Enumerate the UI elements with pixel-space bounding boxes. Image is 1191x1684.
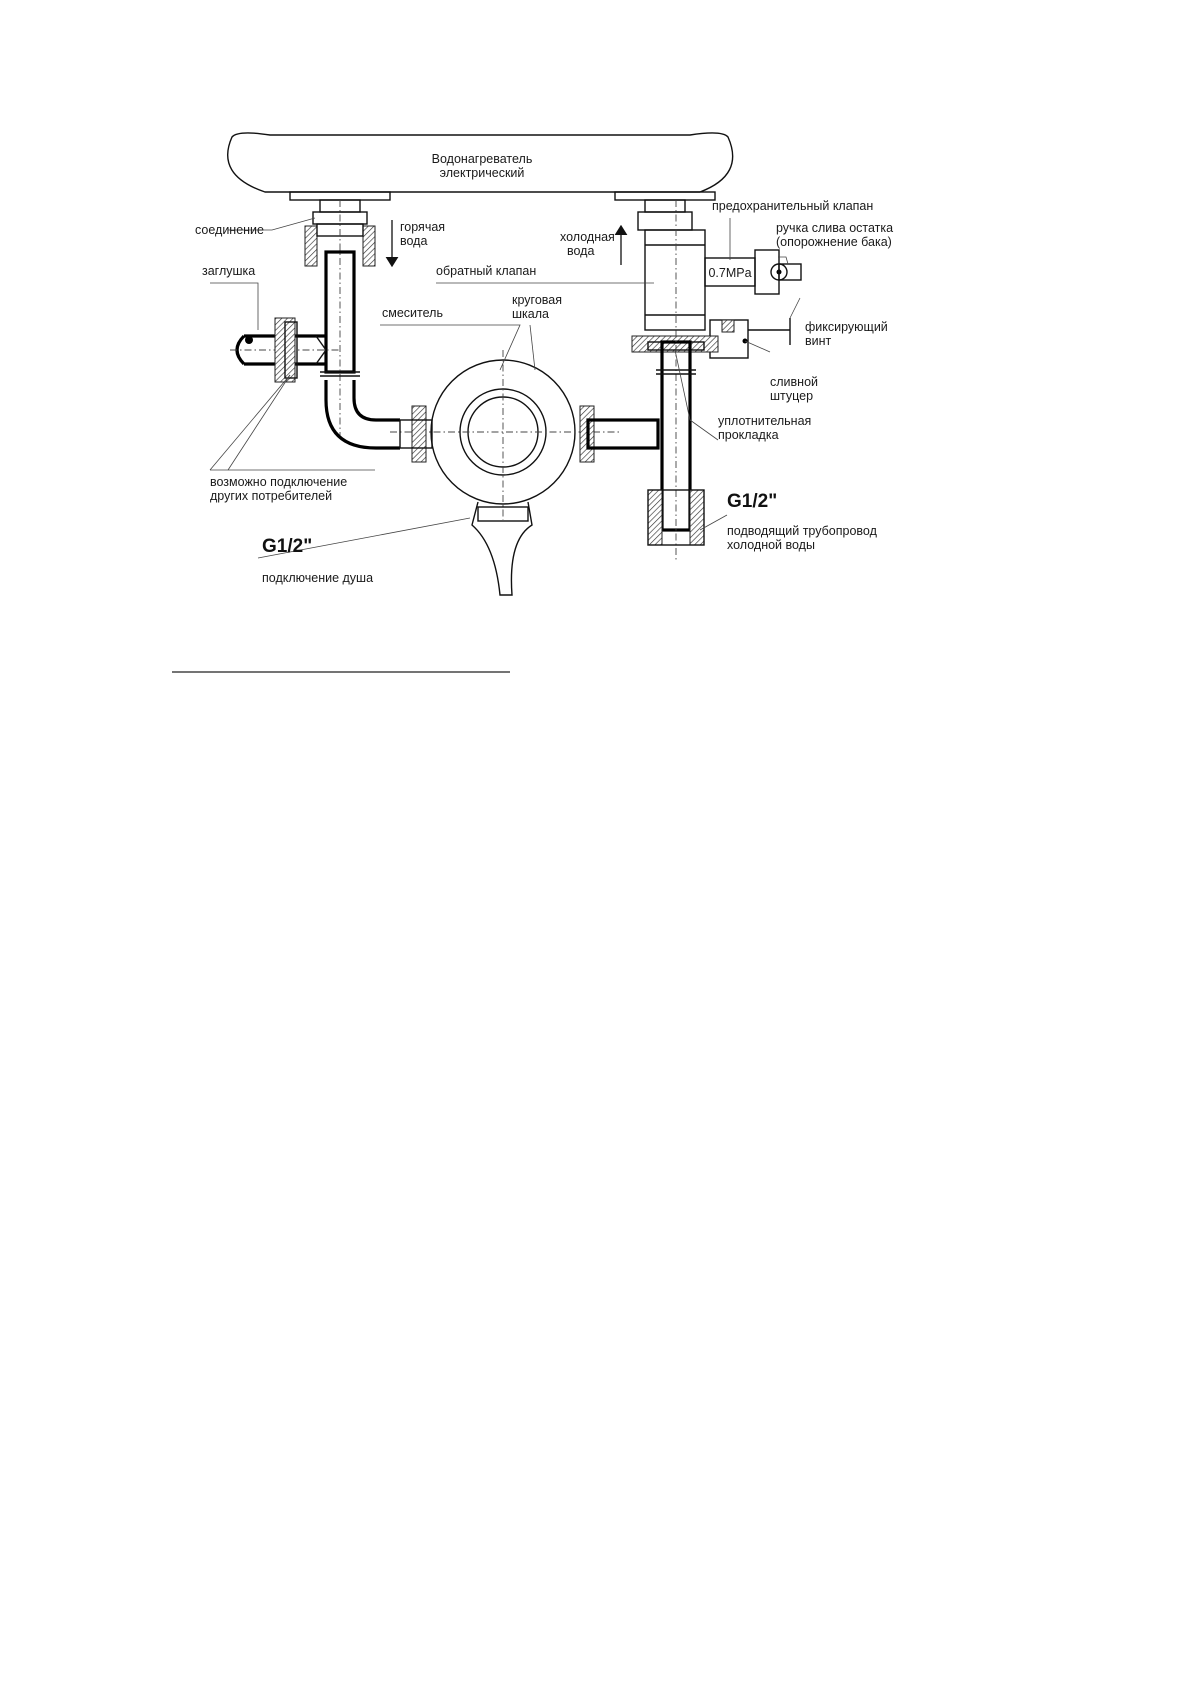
shower-connection-label: подключение душа — [262, 571, 374, 585]
hot-water-label-line1: горячая — [400, 220, 446, 234]
fixing-screw-label-line2: винт — [805, 334, 832, 348]
gasket-label-line1: уплотнительная — [718, 414, 812, 428]
check-valve-label: обратный клапан — [436, 264, 537, 278]
heater-label-line1: Водонагреватель — [431, 152, 533, 166]
thread-left-label: G1/2" — [262, 536, 313, 557]
hot-water-branch — [230, 200, 400, 448]
dial-label-line2: шкала — [512, 307, 549, 321]
cold-pipe-label-line2: холодной воды — [727, 538, 815, 552]
thread-right-label: G1/2" — [727, 491, 778, 512]
mixer-spout — [472, 502, 532, 595]
cold-inlet-flange — [615, 192, 715, 200]
cold-water-label-line1: холодная — [560, 230, 615, 244]
hot-outlet-flange — [290, 192, 390, 200]
drain-fitting-label-line1: сливной — [770, 375, 819, 389]
hot-water-label-line2: вода — [400, 234, 428, 248]
fixing-screw-label-line1: фиксирующий — [805, 320, 888, 334]
pressure-label: 0.7MPa — [708, 266, 752, 280]
dial-label-line1: круговая — [512, 293, 562, 307]
other-consumers-label-line1: возможно подключение — [210, 475, 348, 489]
safety-valve-label: предохранительный клапан — [712, 199, 874, 213]
plug-label: заглушка — [202, 264, 256, 278]
mixer-label: смеситель — [382, 306, 443, 320]
water-heater-tank — [228, 133, 733, 200]
heater-label-line2: электрический — [439, 166, 525, 180]
cold-pipe-label-line1: подводящий трубопровод — [727, 524, 877, 538]
drain-fitting-label-line2: штуцер — [770, 389, 814, 403]
gasket-label-line2: прокладка — [718, 428, 779, 442]
connection-label: соединение — [195, 223, 264, 237]
drain-handle-label-line2: (опорожнение бака) — [776, 235, 892, 249]
labels — [195, 199, 893, 585]
other-consumers-label-line2: других потребителей — [210, 489, 333, 503]
mixer — [390, 350, 658, 595]
plug-dot — [245, 336, 253, 344]
drain-handle-label-line1: ручка слива остатка — [776, 221, 894, 235]
cold-water-label-line2: вода — [567, 244, 595, 258]
